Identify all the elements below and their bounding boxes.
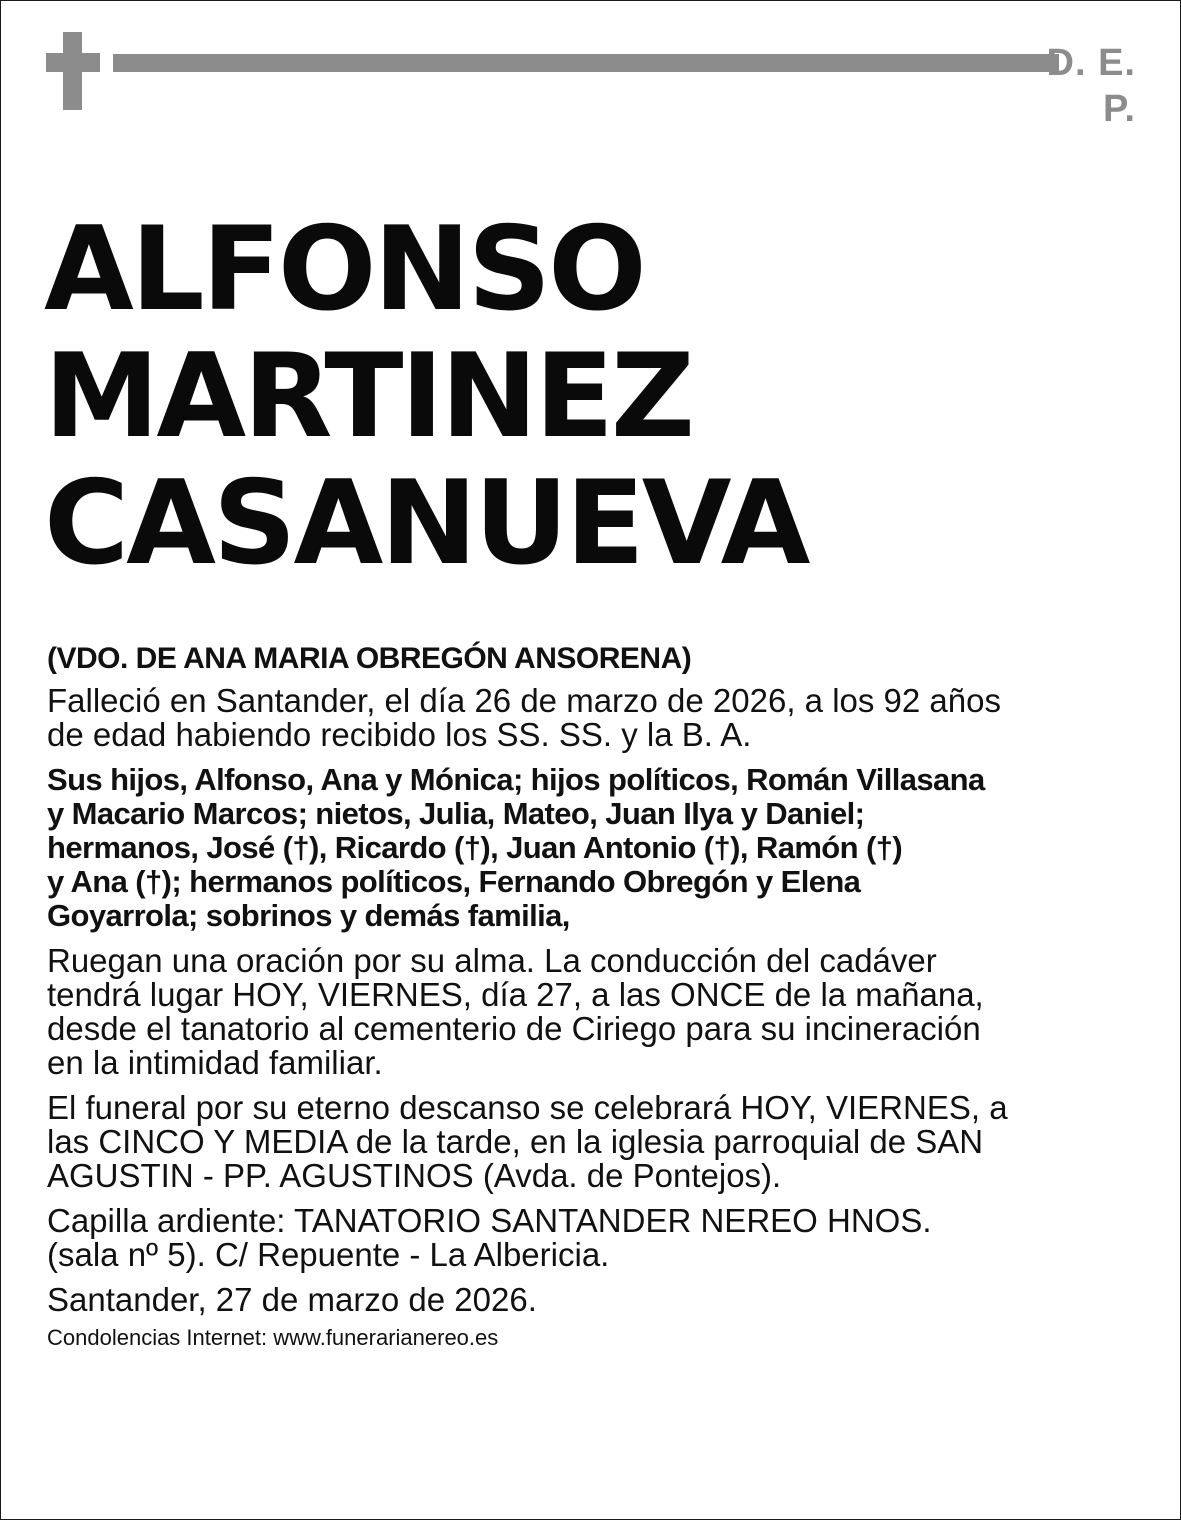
notice-header xyxy=(46,32,1138,130)
name-line: MARTINEZ xyxy=(44,329,693,464)
text-line: las CINCO Y MEDIA de la tarde, en la iglesia parroquial de SAN xyxy=(47,1123,984,1160)
death-notice-paragraph xyxy=(47,684,1139,752)
text-line: en la intimidad familiar. xyxy=(47,1044,383,1081)
text-line: (sala nº 5). C/ Repuente - La Albericia. xyxy=(47,1236,610,1273)
text-line: de edad habiendo recibido los SS. SS. y la B. A. xyxy=(47,716,752,753)
text-line: Falleció en Santander, el día 26 de marzo de 2026, a los 92 años xyxy=(47,682,1001,719)
chapel-paragraph xyxy=(47,1204,1139,1272)
conduction-paragraph xyxy=(47,944,1139,1080)
text-line: hermanos, José (†), Ricardo (†), Juan Antonio (†), Ramón (†) xyxy=(47,830,903,865)
place-date: Santander, 27 de marzo de 2026. xyxy=(47,1281,537,1318)
text-line: El funeral por su eterno descanso se celebrará HOY, VIERNES, a xyxy=(47,1089,1008,1126)
header-rule xyxy=(113,54,1059,72)
text-line: Ruegan una oración por su alma. La conducción del cadáver xyxy=(47,942,937,979)
text-line: desde el tanatorio al cementerio de Ciriego para su incineración xyxy=(47,1010,981,1047)
notice-body xyxy=(47,640,1139,1351)
deceased-name xyxy=(44,202,1134,591)
text-line: tendrá lugar HOY, VIERNES, día 27, a las ONCE de la mañana, xyxy=(47,976,984,1013)
name-line: CASANUEVA xyxy=(44,456,808,591)
text-line: Capilla ardiente: TANATORIO SANTANDER NEREO HNOS. xyxy=(47,1202,932,1239)
family-paragraph xyxy=(47,763,1139,933)
widower-line: (VDO. DE ANA MARIA OBREGÓN ANSORENA) xyxy=(47,642,692,675)
funeral-paragraph xyxy=(47,1091,1139,1193)
condolences-line: Condolencias Internet: www.funerarianereo.es xyxy=(47,1325,499,1350)
text-line: Sus hijos, Alfonso, Ana y Mónica; hijos políticos, Román Villasana xyxy=(47,762,985,797)
text-line: y Macario Marcos; nietos, Julia, Mateo, Juan Ilya y Daniel; xyxy=(47,796,865,831)
text-line: AGUSTIN - PP. AGUSTINOS (Avda. de Pontejos). xyxy=(47,1157,782,1194)
text-line: y Ana (†); hermanos políticos, Fernando Obregón y Elena xyxy=(47,864,861,899)
text-line: Goyarrola; sobrinos y demás familia, xyxy=(47,898,570,933)
cross-icon xyxy=(46,32,100,110)
name-line: ALFONSO xyxy=(44,202,644,337)
dep-label: D. E. P. xyxy=(1046,42,1136,130)
